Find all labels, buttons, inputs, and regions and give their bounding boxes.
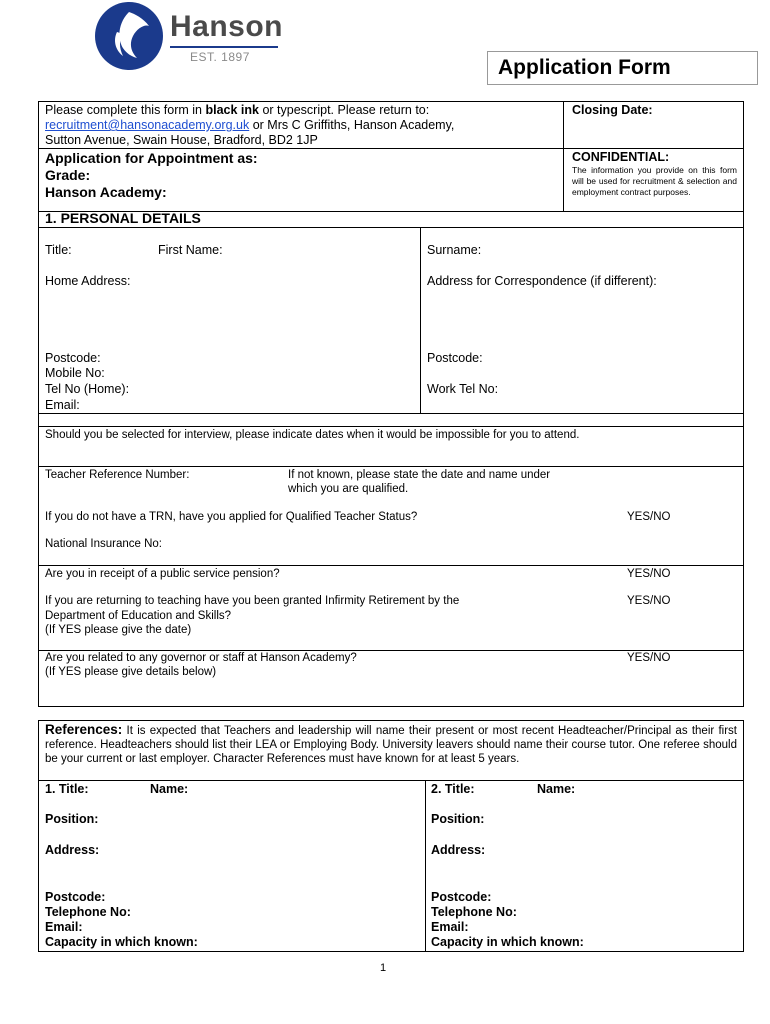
intro-row-divider	[38, 148, 744, 149]
page-number: 1	[380, 962, 387, 974]
ref2-name-label: Name:	[537, 782, 576, 796]
references-column-divider	[425, 780, 426, 952]
first-name-field-label: First Name:	[158, 243, 223, 257]
mobile-label: Mobile No:	[45, 366, 105, 380]
form-title: Application Form	[487, 51, 758, 85]
infirmity-question-line-3: (If YES please give the date)	[45, 624, 192, 636]
ni-label: National Insurance No:	[45, 538, 162, 550]
grade-label: Grade:	[45, 167, 91, 183]
infirmity-question-line-2: Department of Education and Skills?	[45, 610, 232, 622]
correspondence-address-label: Address for Correspondence (if different):	[427, 274, 657, 288]
return-email-link[interactable]: recruitment@hansonacademy.org.uk	[45, 118, 250, 132]
ref2-capacity-label: Capacity in which known:	[431, 935, 584, 949]
surname-field-label: Surname:	[427, 243, 482, 257]
trn-label: Teacher Reference Number:	[45, 469, 190, 481]
ref1-postcode-label: Postcode:	[45, 890, 106, 904]
public-pension-yes-no[interactable]: YES/NO	[627, 568, 671, 580]
trn-not-known-line-1: If not known, please state the date and name under	[288, 469, 551, 481]
appointment-label: Application for Appointment as:	[45, 150, 258, 166]
ref2-address-label: Address:	[431, 843, 486, 857]
ref2-email-label: Email:	[431, 920, 469, 934]
intro-line-1: Please complete this form in black ink or typescript. Please return to:	[45, 103, 430, 117]
references-intro-divider	[38, 780, 744, 781]
qts-question: If you do not have a TRN, have you applied for Qualified Teacher Status?	[45, 511, 418, 523]
interview-divider	[38, 466, 744, 467]
title-field-label: Title:	[45, 243, 72, 257]
ref1-position-label: Position:	[45, 812, 99, 826]
work-tel-label: Work Tel No:	[427, 382, 499, 396]
qts-yes-no[interactable]: YES/NO	[627, 511, 671, 523]
teacher-divider	[38, 565, 744, 566]
postcode-label: Postcode:	[45, 351, 101, 365]
established-year: EST. 1897	[190, 50, 250, 64]
ref1-email-label: Email:	[45, 920, 83, 934]
ref1-telephone-label: Telephone No:	[45, 905, 131, 919]
logo-divider	[170, 46, 278, 48]
infirmity-question-line-1: If you are returning to teaching have you been granted Infirmity Retirement by the	[45, 595, 460, 607]
correspondence-postcode-label: Postcode:	[427, 351, 483, 365]
email-label: Email:	[45, 398, 80, 412]
related-yes-no[interactable]: YES/NO	[627, 652, 671, 664]
infirmity-yes-no[interactable]: YES/NO	[627, 595, 671, 607]
ref2-postcode-label: Postcode:	[431, 890, 492, 904]
intro-line-3: Sutton Avenue, Swain House, Bradford, BD2 1JP	[45, 133, 318, 147]
tel-home-label: Tel No (Home):	[45, 382, 130, 396]
personal-heading-divider	[38, 227, 744, 228]
school-name: Hanson	[170, 10, 284, 43]
intro-divider	[563, 101, 564, 212]
ref2-position-label: Position:	[431, 812, 485, 826]
intro-line-2: recruitment@hansonacademy.org.uk or Mrs C Griffiths, Hanson Academy,	[45, 118, 455, 132]
closing-date-label: Closing Date:	[572, 103, 653, 117]
references-heading: References:	[45, 722, 123, 737]
public-pension-question: Are you in receipt of a public service pension?	[45, 568, 280, 580]
trn-not-known-line-2: which you are qualified.	[288, 483, 409, 495]
ref2-telephone-label: Telephone No:	[431, 905, 517, 919]
personal-column-divider	[420, 227, 421, 414]
references-intro: References: It is expected that Teachers and leadership will name their present or most recent Headteacher/Principal as their first reference. Headteachers should list their LEA or Employing Body. University leavers should name their course tutor. One referee should be your current or last employer. Character References must have known for at least 5 years.	[45, 722, 737, 765]
related-question: Are you related to any governor or staff at Hanson Academy?	[45, 652, 357, 664]
ref1-address-label: Address:	[45, 843, 100, 857]
school-label: Hanson Academy:	[45, 184, 167, 200]
ref1-capacity-label: Capacity in which known:	[45, 935, 198, 949]
home-address-label: Home Address:	[45, 274, 131, 288]
personal-details-box	[38, 211, 744, 414]
personal-details-heading: 1. PERSONAL DETAILS	[45, 210, 201, 226]
confidential-title: CONFIDENTIAL:	[572, 150, 670, 164]
confidential-text: The information you provide on this form will be used for recruitment & selection and employment contract purposes.	[572, 165, 737, 197]
bird-in-circle-logo-icon	[95, 2, 163, 70]
related-details-note: (If YES please give details below)	[45, 666, 217, 678]
interview-dates-question: Should you be selected for interview, please indicate dates when it would be impossible for you to attend.	[45, 429, 580, 441]
ref1-name-label: Name:	[150, 782, 189, 796]
ref1-title-label: 1. Title:	[45, 782, 89, 796]
gap-divider	[38, 426, 744, 427]
ref2-title-label: 2. Title:	[431, 782, 475, 796]
